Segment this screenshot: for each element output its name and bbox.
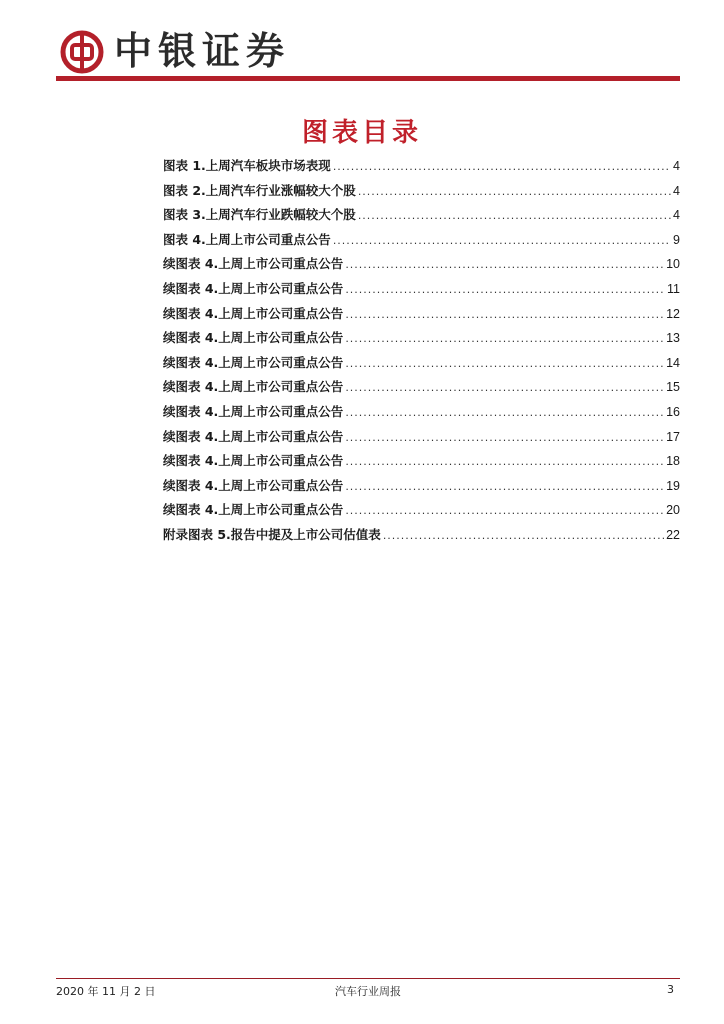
toc-entry[interactable] <box>163 279 680 304</box>
toc-entry-label: 图表 4.上周上市公司重点公告 <box>163 231 331 247</box>
toc-entry[interactable] <box>163 181 680 206</box>
toc-entry-page: 12 <box>666 306 680 321</box>
toc-entry-label: 续图表 4.上周上市公司重点公告 <box>163 256 344 272</box>
toc-entry-label: 续图表 4.上周上市公司重点公告 <box>163 453 344 469</box>
toc-leader-dots <box>345 258 664 271</box>
toc-leader-dots <box>358 185 671 198</box>
toc-entry[interactable] <box>163 230 680 255</box>
toc-entry[interactable] <box>163 328 680 353</box>
toc-entry[interactable] <box>163 353 680 378</box>
header-rule <box>56 76 680 81</box>
toc-entry[interactable] <box>163 427 680 452</box>
page-header <box>56 26 680 82</box>
toc-entry-label: 图表 3.上周汽车行业跌幅较大个股 <box>163 207 356 223</box>
toc-entry[interactable] <box>163 205 680 230</box>
toc-leader-dots <box>345 332 664 345</box>
toc-leader-dots <box>345 431 664 444</box>
toc-leader-dots <box>345 406 664 419</box>
toc-leader-dots <box>345 283 665 296</box>
footer-date: 2020 年 11 月 2 日 <box>56 985 156 998</box>
brand-name: 中银证券 <box>114 28 291 73</box>
toc-entry-page: 18 <box>666 454 680 469</box>
toc-entry-label: 续图表 4.上周上市公司重点公告 <box>163 354 344 370</box>
toc-entry-page: 11 <box>667 281 680 296</box>
toc-entry[interactable] <box>163 525 680 550</box>
toc-entry-page: 10 <box>666 257 680 272</box>
toc-entry-label: 续图表 4.上周上市公司重点公告 <box>163 428 344 444</box>
toc-leader-dots <box>383 529 664 542</box>
toc-leader-dots <box>345 504 664 517</box>
table-of-figures <box>163 156 680 550</box>
toc-title: 图表目录 <box>301 118 422 148</box>
toc-leader-dots <box>345 455 664 468</box>
toc-entry-page: 4 <box>673 183 680 198</box>
toc-entry-page: 13 <box>666 331 680 346</box>
toc-entry-label: 续图表 4.上周上市公司重点公告 <box>163 379 344 395</box>
toc-entry-page: 15 <box>666 380 680 395</box>
toc-entry-page: 4 <box>673 159 680 173</box>
toc-entry-page: 19 <box>666 478 680 493</box>
toc-entry-label: 续图表 4.上周上市公司重点公告 <box>163 280 344 296</box>
toc-entry[interactable] <box>163 476 680 501</box>
toc-entry-label: 续图表 4.上周上市公司重点公告 <box>163 403 344 419</box>
toc-entry-label: 续图表 4.上周上市公司重点公告 <box>163 477 344 493</box>
footer-report-type: 汽车行业周报 <box>335 985 401 998</box>
toc-entry[interactable] <box>163 451 680 476</box>
toc-entry-page: 16 <box>666 404 680 419</box>
toc-entry-page: 20 <box>666 503 680 518</box>
toc-entry[interactable] <box>163 304 680 329</box>
toc-entry-page: 22 <box>666 527 680 542</box>
toc-entry[interactable] <box>163 500 680 525</box>
toc-leader-dots <box>345 381 664 394</box>
toc-entry-label: 附录图表 5.报告中提及上市公司估值表 <box>163 526 381 542</box>
bank-of-china-logo-icon <box>60 30 104 74</box>
toc-entry[interactable] <box>163 377 680 402</box>
toc-entry-label: 续图表 4.上周上市公司重点公告 <box>163 330 344 346</box>
toc-leader-dots <box>358 209 671 222</box>
toc-entry-page: 9 <box>673 232 680 247</box>
toc-entry-label: 续图表 4.上周上市公司重点公告 <box>163 502 344 518</box>
toc-leader-dots <box>333 234 671 247</box>
toc-leader-dots <box>345 480 664 493</box>
toc-entry-label: 续图表 4.上周上市公司重点公告 <box>163 305 344 321</box>
toc-leader-dots <box>333 160 671 173</box>
toc-entry-page: 14 <box>666 355 680 370</box>
footer-page-number: 3 <box>667 983 674 996</box>
toc-entry-label: 图表 2.上周汽车行业涨幅较大个股 <box>163 182 356 198</box>
toc-entry-label: 图表 1.上周汽车板块市场表现 <box>163 158 331 173</box>
toc-leader-dots <box>345 357 664 370</box>
toc-entry[interactable] <box>163 402 680 427</box>
toc-entry-page: 4 <box>673 208 680 223</box>
toc-leader-dots <box>345 308 664 321</box>
page-footer <box>56 983 680 999</box>
toc-entry-page: 17 <box>666 429 680 444</box>
toc-entry[interactable] <box>163 156 680 181</box>
footer-rule <box>56 978 680 979</box>
toc-entry[interactable] <box>163 254 680 279</box>
